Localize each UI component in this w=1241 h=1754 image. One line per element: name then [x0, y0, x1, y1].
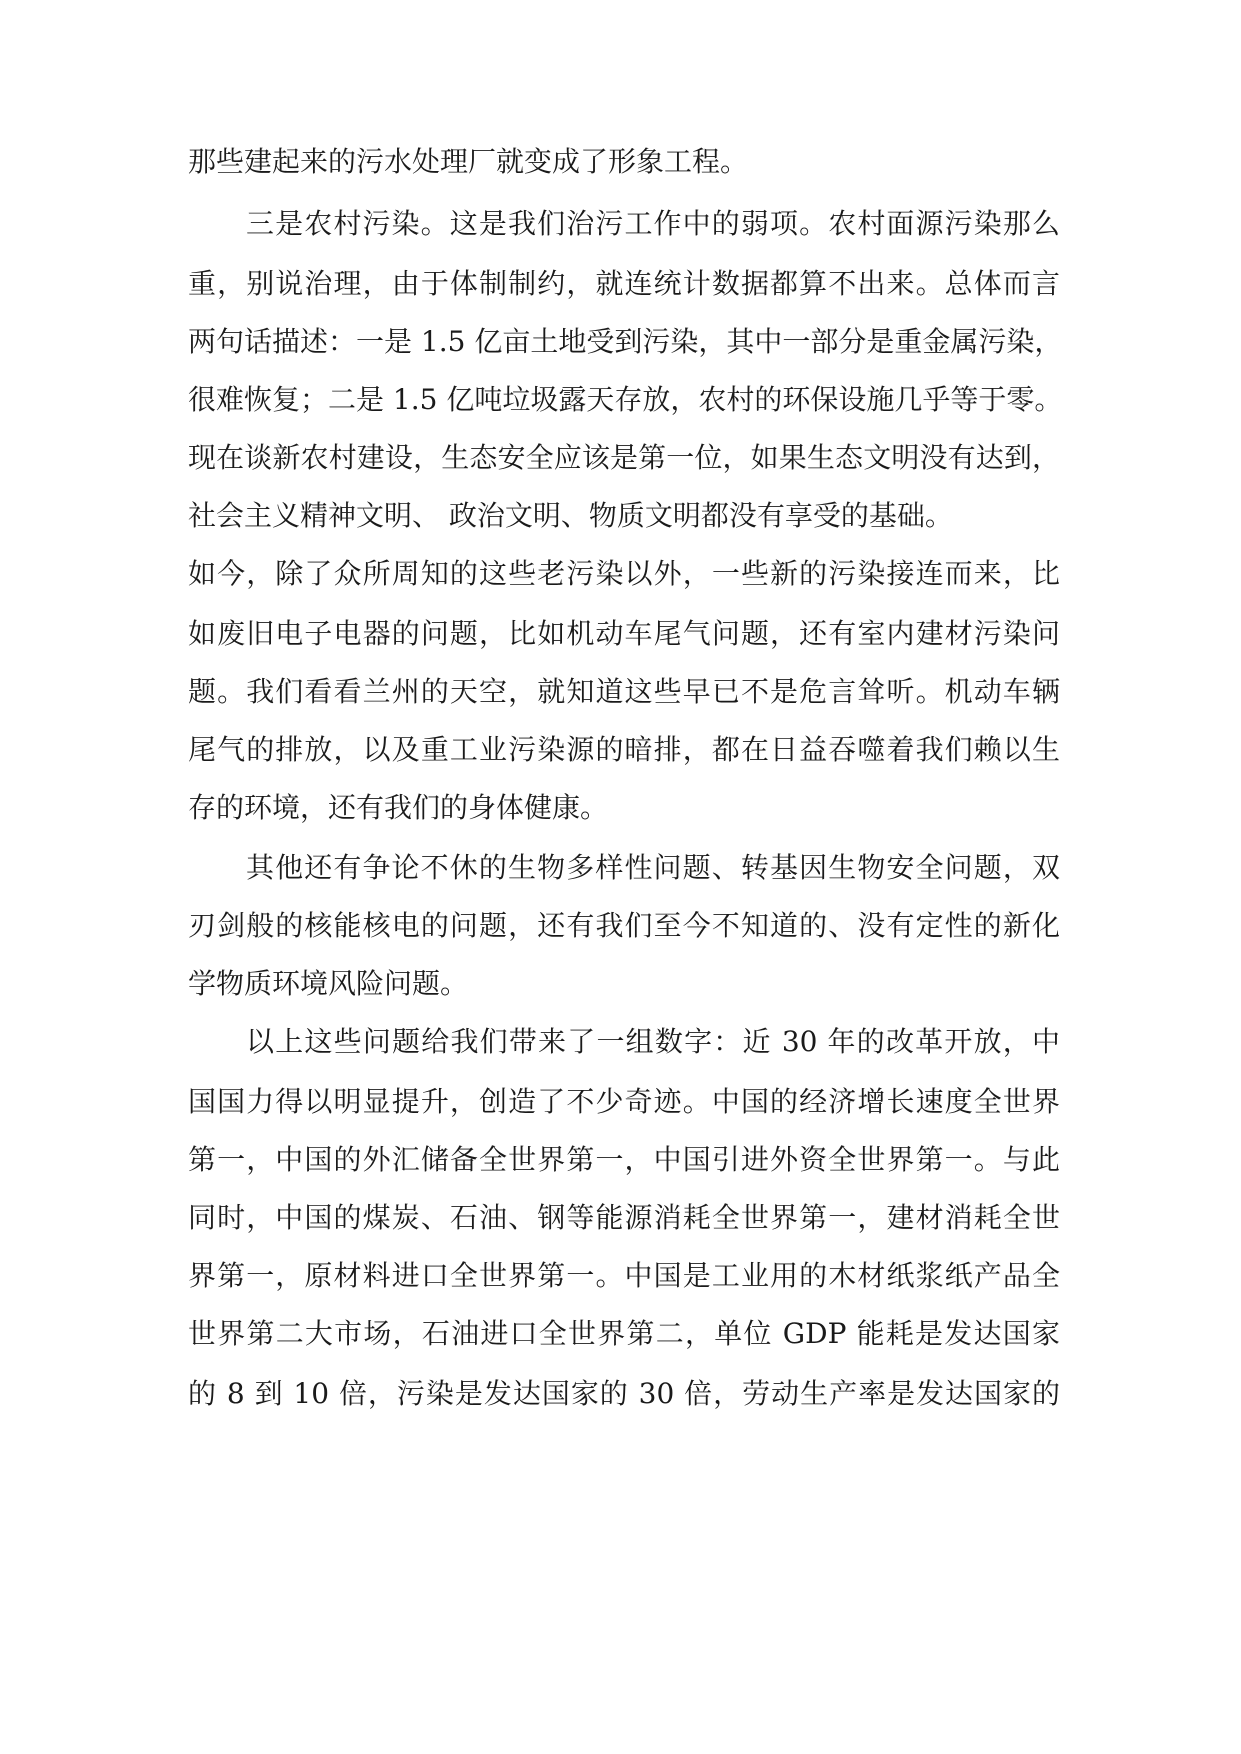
text-line: 三是农村污染。这是我们治污工作中的弱项。农村面源污染那么: [246, 207, 1060, 240]
text-line: 两句话描述：一是 1.5 亿亩土地受到污染，其中一部分是重金属污染，: [188, 325, 1063, 358]
text-line: 界第一，原材料进口全世界第一。中国是工业用的木材纸浆纸产品全: [188, 1259, 1060, 1292]
text-line: 存的环境，还有我们的身体健康。: [188, 791, 609, 824]
text-line: 的 8 到 10 倍，污染是发达国家的 30 倍，劳动生产率是发达国家的: [188, 1377, 1060, 1410]
text-line: 同时，中国的煤炭、石油、钢等能源消耗全世界第一，建材消耗全世: [188, 1201, 1060, 1234]
text-line: 如今，除了众所周知的这些老污染以外，一些新的污染接连而来，比: [188, 557, 1060, 590]
text-line: 现在谈新农村建设，生态安全应该是第一位，如果生态文明没有达到，: [188, 441, 1060, 474]
text-line: 重，别说治理，由于体制制约，就连统计数据都算不出来。总体而言: [188, 267, 1060, 300]
text-line: 其他还有争论不休的生物多样性问题、转基因生物安全问题，双: [246, 851, 1060, 884]
text-line: 尾气的排放，以及重工业污染源的暗排，都在日益吞噬着我们赖以生: [188, 733, 1060, 766]
text-line: 学物质环境风险问题。: [188, 967, 469, 1000]
text-line: 如废旧电子电器的问题，比如机动车尾气问题，还有室内建材污染问: [188, 617, 1060, 650]
text-line: 很难恢复；二是 1.5 亿吨垃圾露天存放，农村的环保设施几乎等于零。: [188, 383, 1063, 416]
text-line: 以上这些问题给我们带来了一组数字：近 30 年的改革开放，中: [246, 1025, 1060, 1058]
text-line: 那些建起来的污水处理厂就变成了形象工程。: [188, 145, 749, 178]
text-line: 题。我们看看兰州的天空，就知道这些早已不是危言耸听。机动车辆: [188, 675, 1060, 708]
text-line: 国国力得以明显提升，创造了不少奇迹。中国的经济增长速度全世界: [188, 1085, 1060, 1118]
text-line: 社会主义精神文明、 政治文明、物质文明都没有享受的基础。: [188, 499, 953, 532]
text-line: 世界第二大市场，石油进口全世界第二，单位 GDP 能耗是发达国家: [188, 1317, 1060, 1350]
text-line: 刃剑般的核能核电的问题，还有我们至今不知道的、没有定性的新化: [188, 909, 1060, 942]
text-line: 第一，中国的外汇储备全世界第一，中国引进外资全世界第一。与此: [188, 1143, 1060, 1176]
